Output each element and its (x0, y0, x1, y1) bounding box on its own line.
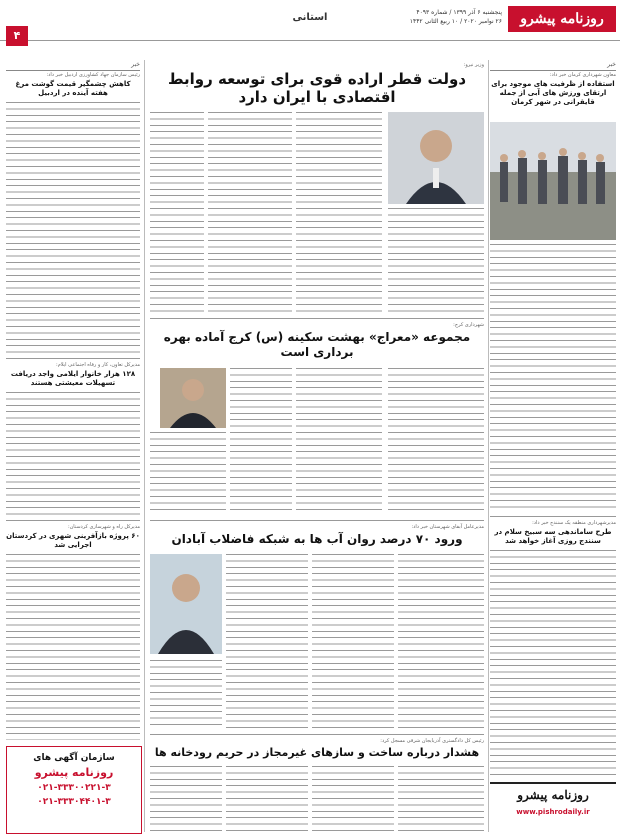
date-line-2: ۲۶ نوامبر ۲۰۲۰ / ۱۰ ربیع الثانی ۱۴۴۲ (409, 18, 502, 25)
footer-logo: روزنامه پیشرو (517, 788, 589, 802)
crowd-photo-icon (490, 122, 616, 240)
portrait-photo-icon (388, 112, 484, 204)
left-column-label: خبر (6, 60, 140, 71)
article3-col-4 (150, 660, 222, 728)
page-number: ۴ (6, 26, 28, 46)
left-article-3-body (6, 554, 140, 740)
left-article-2-body (6, 392, 140, 516)
divider (150, 734, 484, 735)
ad-line-1: سازمان آگهی های (33, 753, 115, 763)
divider (150, 520, 484, 521)
main-article-col-2 (296, 112, 382, 312)
article2-col-4 (150, 432, 226, 514)
divider (150, 318, 484, 319)
ad-phone-1[interactable]: ۰۲۱-۳۳۳۰۰۲۲۱-۳ (37, 783, 111, 793)
article2-kicker: شهرداری کرج: (453, 322, 484, 328)
left-headline-1: کاهش چشمگیر قیمت گوشت مرغ هفته آینده در اردبیل (15, 80, 131, 97)
article3-photo (150, 554, 222, 654)
main-article-col-3 (208, 112, 292, 312)
advertising-box (6, 746, 142, 834)
newspaper-logo: روزنامه پیشرو (508, 6, 616, 32)
article4-headline: هشدار درباره ساخت و سازهای غیرمجاز در حریم رودخانه ها (154, 746, 480, 759)
right-headline-2: طرح ساماندهی سه سبیخ سلام در سنندج روزی آغاز خواهد شد (494, 528, 612, 545)
left-headline-3: ۶۰ پروژه بازآفرینی شهری در کردستان اجرایی شد (6, 532, 140, 549)
main-article-col-4 (150, 112, 204, 312)
left-article-1-body (6, 102, 140, 354)
article3-headline: ورود ۷۰ درصد روان آب ها به شبکه فاضلاب آبادان (171, 532, 463, 546)
column-rule (488, 60, 489, 832)
article2-headline: مجموعه «معراج» بهشت سکینه (س) کرج آماده بهره برداری است (163, 330, 471, 359)
date-line-1: پنجشنبه ۶ آذر ۱۳۹۹ / شماره ۴۰۹۳ (416, 9, 502, 16)
right-article-2-body (490, 550, 616, 776)
right-kicker: معاون شهرداری کرمان خبر داد: (549, 72, 616, 78)
right-kicker-2: مدیرشهرداری منطقه یک سنندج خبر داد: (532, 520, 616, 526)
article2-col-3 (230, 368, 292, 514)
left-headline-2: ۱۲۸ هزار خانوار ایلامی واجد دریافت تسهیلات معیشتی هستند (10, 370, 136, 387)
ad-phone-2[interactable]: ۰۲۱-۳۳۳۰۴۴۰۱-۳ (37, 797, 111, 807)
article2-col-2 (296, 368, 382, 514)
article2-photo (160, 368, 226, 428)
right-article-body (490, 244, 616, 512)
divider (6, 520, 140, 521)
section-title: استانی (292, 12, 328, 23)
column-rule (144, 60, 145, 832)
left-kicker-1: رئیس سازمان جهاد کشاورزی اردبیل خبر داد: (46, 72, 140, 78)
main-kicker: وزیر نیرو: (463, 62, 484, 68)
article4-col-2 (312, 766, 394, 832)
right-headline: استفاده از ظرفیت های موجود برای ارتقای ورزش های آبی از جمله قایقرانی در شهر کرمان (491, 80, 615, 106)
issue-date (392, 8, 502, 26)
article3-col-3 (226, 554, 308, 728)
portrait-photo-icon (160, 368, 226, 428)
minister-photo (388, 112, 484, 204)
article3-col-1 (398, 554, 484, 728)
article3-col-2 (312, 554, 394, 728)
left-kicker-3: مدیرکل راه و شهرسازی کردستان: (67, 524, 140, 530)
portrait-photo-icon (150, 554, 222, 654)
right-column-label: خبر (490, 60, 616, 71)
article3-kicker: مدیرعامل آبفای شهرستان خبر داد: (411, 524, 484, 530)
left-kicker-2: مدیرکل تعاون، کار و رفاه اجتماعی ایلام: (56, 362, 140, 368)
article4-col-4 (150, 766, 222, 832)
right-column-photo (490, 122, 616, 240)
ad-line-2: روزنامه پیشرو (34, 766, 114, 779)
article4-kicker: رئیس کل دادگستری آذربایجان شرقی مسجل کرد: (380, 738, 484, 744)
article2-col-1 (388, 368, 484, 514)
divider (6, 358, 140, 359)
divider (490, 516, 616, 517)
article4-col-3 (226, 766, 308, 832)
main-headline: دولت قطر اراده قوی برای توسعه روابط اقتصادی با ایران دارد (167, 70, 467, 106)
article4-col-1 (398, 766, 484, 832)
footer-branding (490, 782, 616, 834)
footer-url[interactable]: www.pishrodaily.ir (516, 808, 590, 816)
main-article-col-1 (388, 208, 484, 312)
